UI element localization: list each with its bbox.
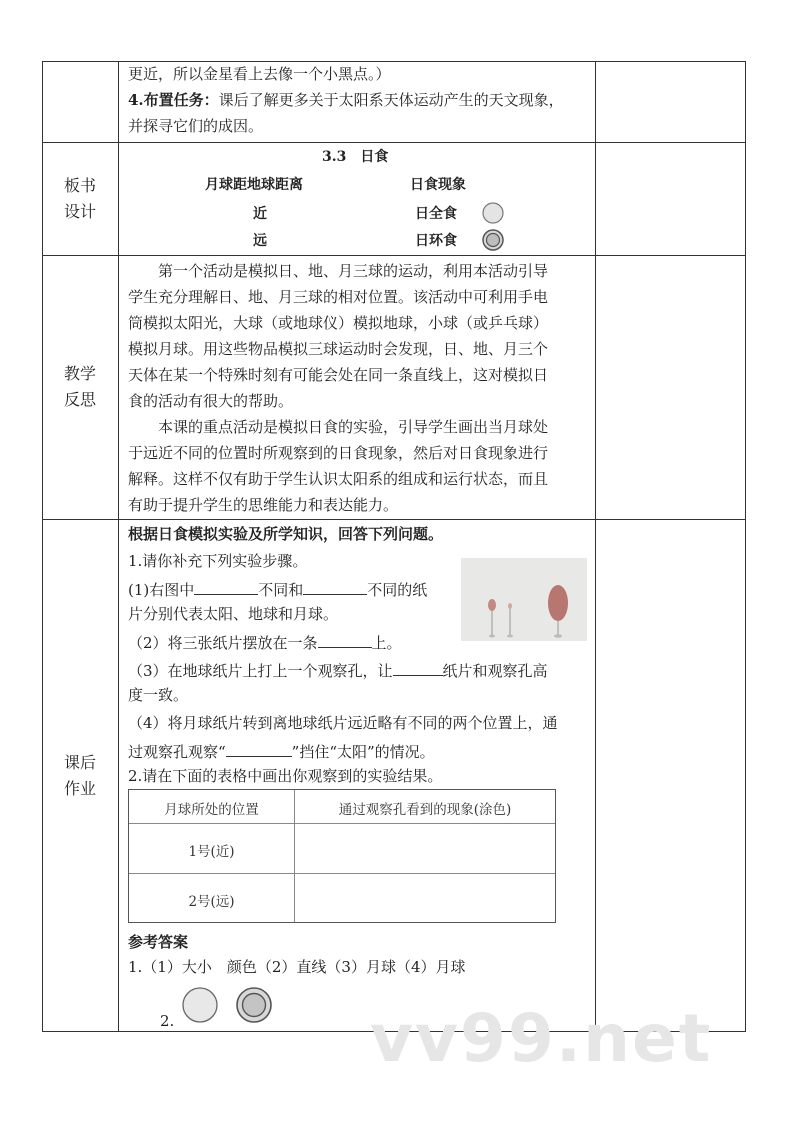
step-3	[128, 659, 548, 681]
step-4: （4）将月球纸片转到离地球纸片远近略有不同的两个位置上，通	[128, 714, 558, 732]
step-2	[128, 631, 402, 653]
homework-heading: 根据日食模拟实验及所学知识，回答下列问题。	[128, 525, 444, 543]
total-eclipse-icon	[481, 201, 505, 225]
reflection-line: 第一个活动是模拟日、地、月三球的运动，利用本活动引导	[128, 262, 549, 280]
homework-label-2: 作业	[63, 779, 96, 798]
row1-line2	[128, 90, 564, 110]
annular-eclipse-icon	[481, 228, 505, 252]
step-1-text: (1)右图中	[128, 581, 195, 599]
step-2-text: 上。	[371, 634, 402, 652]
result-table	[128, 789, 556, 923]
answer-title: 参考答案	[128, 933, 189, 951]
step-1-text: 不同的纸	[367, 581, 428, 599]
board-col-right: 日食现象	[410, 177, 466, 193]
row1-line1: 更近，所以金星看上去像一个小黑点。）	[128, 65, 391, 83]
row1-line3: 并探寻它们的成因。	[128, 117, 264, 135]
reflection-line: 本课的重点活动是模拟日食的实验，引导学生画出当月球处	[128, 418, 549, 436]
step-4-cont	[128, 740, 435, 762]
reflection-line: 学生充分理解日、地、月三球的相对位置。该活动中可利用手电	[128, 288, 549, 306]
watermark: vv99.net	[370, 1000, 713, 1077]
blank-field[interactable]	[226, 740, 292, 757]
step-3-cont: 度一致。	[128, 686, 189, 704]
question-2: 2.请在下面的表格中画出你观察到的实验结果。	[128, 767, 443, 785]
table-row-near: 1号(近)	[188, 844, 235, 860]
reflection-line: 模拟月球。用这些物品模拟三球运动时会发现，日、地、月三个	[128, 340, 549, 358]
board-title: 3.3 日食	[322, 149, 389, 165]
board-label-1: 板书	[63, 176, 96, 195]
task-text: 课后了解更多关于太阳系天体运动产生的天文现象，	[218, 91, 564, 109]
table-row-far: 2号(远)	[188, 894, 235, 910]
board-near: 近	[253, 206, 267, 222]
reflection-line: 食的活动有很大的帮助。	[128, 392, 294, 410]
blank-field[interactable]	[318, 631, 372, 648]
step-2-text: （2）将三张纸片摆放在一条	[128, 634, 318, 652]
row-divider-3	[42, 519, 746, 520]
board-annular: 日环食	[415, 233, 457, 249]
step-4-text: 过观察孔观察“	[128, 743, 226, 761]
answer-1: 1.（1）大小 颜色（2）直线（3）月球（4）月球	[128, 958, 466, 976]
reflection-label-1: 教学	[63, 364, 96, 383]
step-3-text: 纸片和观察孔高	[442, 662, 548, 680]
drawing-cell[interactable]	[294, 874, 556, 923]
row-divider-2	[42, 255, 746, 256]
blank-field[interactable]	[393, 659, 443, 676]
annular-eclipse-answer-icon	[234, 985, 274, 1025]
table-header-observation: 通过观察孔看到的现象(涂色)	[338, 802, 512, 818]
board-col-left: 月球距地球距离	[205, 177, 303, 193]
reflection-line: 筒模拟太阳光，大球（或地球仪）模拟地球，小球（或乒乓球）	[128, 314, 549, 332]
homework-label-1: 课后	[63, 753, 96, 772]
step-1	[128, 578, 427, 600]
blank-field[interactable]	[303, 578, 367, 595]
column-divider-left	[118, 61, 119, 1032]
table-header-position: 月球所处的位置	[164, 802, 259, 818]
blank-field[interactable]	[194, 578, 258, 595]
total-eclipse-answer-icon	[181, 985, 219, 1025]
question-1: 1.请你补充下列实验步骤。	[128, 552, 308, 570]
reflection-line: 解释。这样不仅有助于学生认识太阳系的组成和运行状态，而且	[128, 470, 549, 488]
drawing-cell[interactable]	[294, 824, 556, 873]
paper-discs-image	[461, 558, 587, 641]
row-divider-1	[42, 142, 746, 143]
step-1-text: 不同和	[258, 581, 304, 599]
board-far: 远	[253, 233, 267, 249]
step-3-text: （3）在地球纸片上打上一个观察孔，让	[128, 662, 393, 680]
board-total: 日全食	[415, 206, 457, 222]
reflection-line: 于远近不同的位置时所观察到的日食现象，然后对日食现象进行	[128, 444, 549, 462]
answer-2: 2.	[160, 1012, 175, 1030]
step-1-cont: 片分别代表太阳、地球和月球。	[128, 605, 339, 623]
board-label-2: 设计	[63, 202, 96, 221]
reflection-line: 有助于提升学生的思维能力和表达能力。	[128, 496, 399, 514]
column-divider-right	[595, 61, 596, 1032]
task-label: 4.布置任务：	[128, 91, 219, 109]
step-4-text: ”挡住“太阳”的情况。	[291, 743, 435, 761]
reflection-label-2: 反思	[63, 390, 96, 409]
experiment-photo	[461, 558, 587, 641]
reflection-line: 天体在某一个特殊时刻有可能会处在同一条直线上，这对模拟日	[128, 366, 549, 384]
